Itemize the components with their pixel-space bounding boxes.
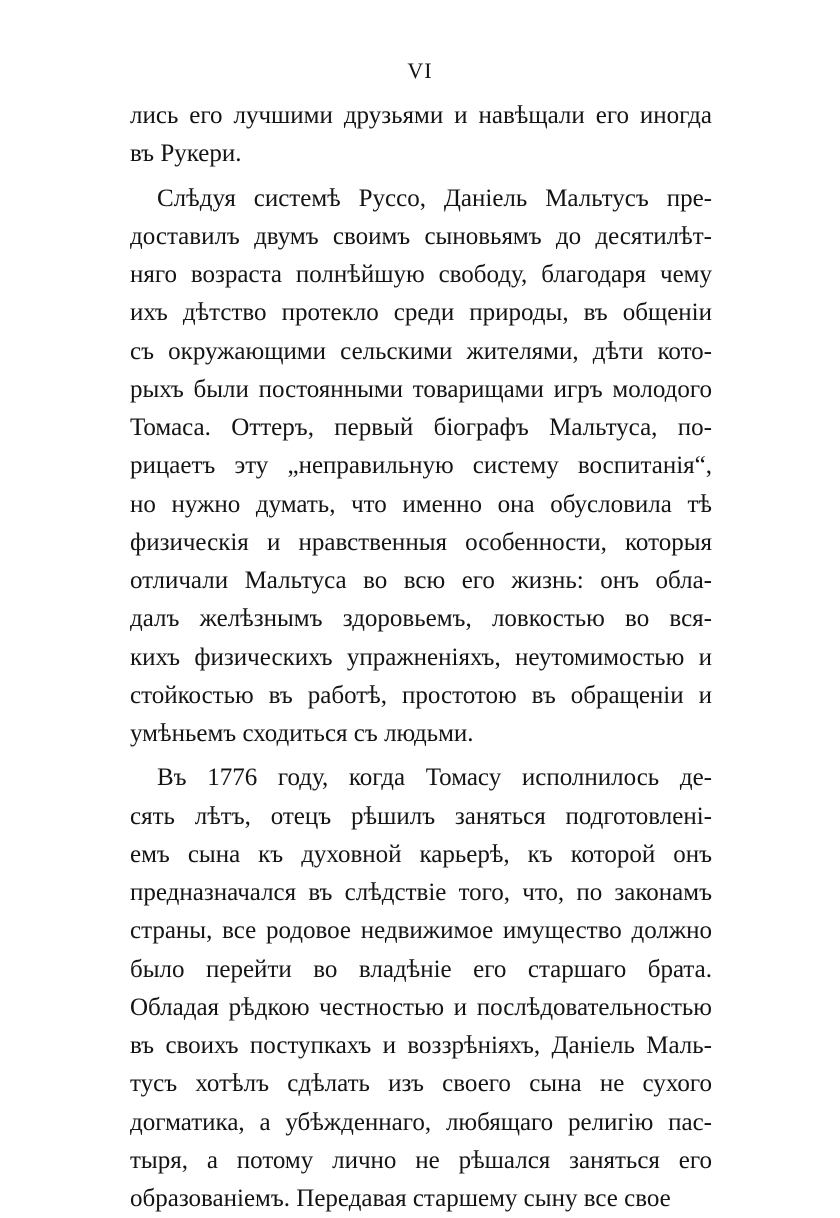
paragraph	[130, 97, 712, 174]
text-line: Слѣдуя системѣ Руссо, Даніель Мальтусъ пре-	[157, 184, 712, 212]
text-line: Въ 1776 году, когда Томасу исполнилось де-	[157, 764, 712, 792]
text-line: догматика, а убѣжденнаго, любящаго религію пас-	[130, 1108, 712, 1136]
text-line: ихъ дѣтство протекло среди природы, въ общеніи	[130, 299, 712, 327]
text-line: рыхъ были постоянными товарищами игръ молодого	[130, 375, 712, 403]
text-line: было перейти во владѣніе его старшаго брата.	[130, 955, 712, 983]
text-line: рицаетъ эту „неправильную систему воспитанія“,	[130, 452, 712, 480]
text-line: няго возраста полнѣйшую свободу, благодаря чему	[130, 261, 712, 288]
text-line: кихъ физическихъ упражненіяхъ, неутомимостью и	[130, 643, 712, 671]
paragraph	[130, 759, 712, 1218]
text-line: емъ сына къ духовной карьерѣ, къ которой онъ	[130, 840, 712, 868]
page-number: VI	[407, 58, 433, 83]
text-line: съ окружающими сельскими жителями, дѣти кото-	[130, 337, 712, 365]
text-line: стойкостью въ работѣ, простотою въ обращеніи и	[130, 681, 712, 709]
text-line: физическія и нравственныя особенности, которыя	[130, 528, 712, 556]
text-line: сять лѣтъ, отецъ рѣшилъ заняться подготовлені-	[130, 802, 712, 830]
text-line: Обладая рѣдкою честностью и послѣдовательностью	[130, 993, 712, 1021]
paragraph	[130, 180, 712, 754]
text-line: тусъ хотѣлъ сдѣлать изъ своего сына не сухого	[130, 1070, 712, 1098]
text-line: страны, все родовое недвижимое имущество должно	[130, 917, 712, 945]
text-line: тыря, а потому лично не рѣшался заняться его	[130, 1146, 712, 1174]
text-line: умѣньемъ сходиться съ людьми.	[130, 720, 474, 747]
text-line: но нужно думать, что именно она обусловила тѣ	[130, 490, 712, 518]
text-line: Томаса. Оттеръ, первый біографъ Мальтуса, по-	[130, 414, 712, 441]
text-line: далъ желѣзнымъ здоровьемъ, ловкостью во вся-	[130, 605, 712, 633]
text-line: въ своихъ поступкахъ и воззрѣніяхъ, Даніель Маль-	[130, 1032, 712, 1059]
body-text	[130, 97, 712, 1218]
text-line: лись его лучшими друзьями и навѣщали его иногда	[130, 102, 712, 129]
text-line: доставилъ двумъ своимъ сыновьямъ до десятилѣт-	[130, 222, 712, 250]
text-line: отличали Мальтуса во всю его жизнь: онъ обла-	[130, 567, 712, 594]
text-line: предназначался въ слѣдствіе того, что, по законамъ	[130, 879, 712, 906]
text-line: образованіемъ. Передавая старшему сыну все свое	[130, 1185, 671, 1212]
text-line: въ Рукери.	[130, 140, 242, 168]
